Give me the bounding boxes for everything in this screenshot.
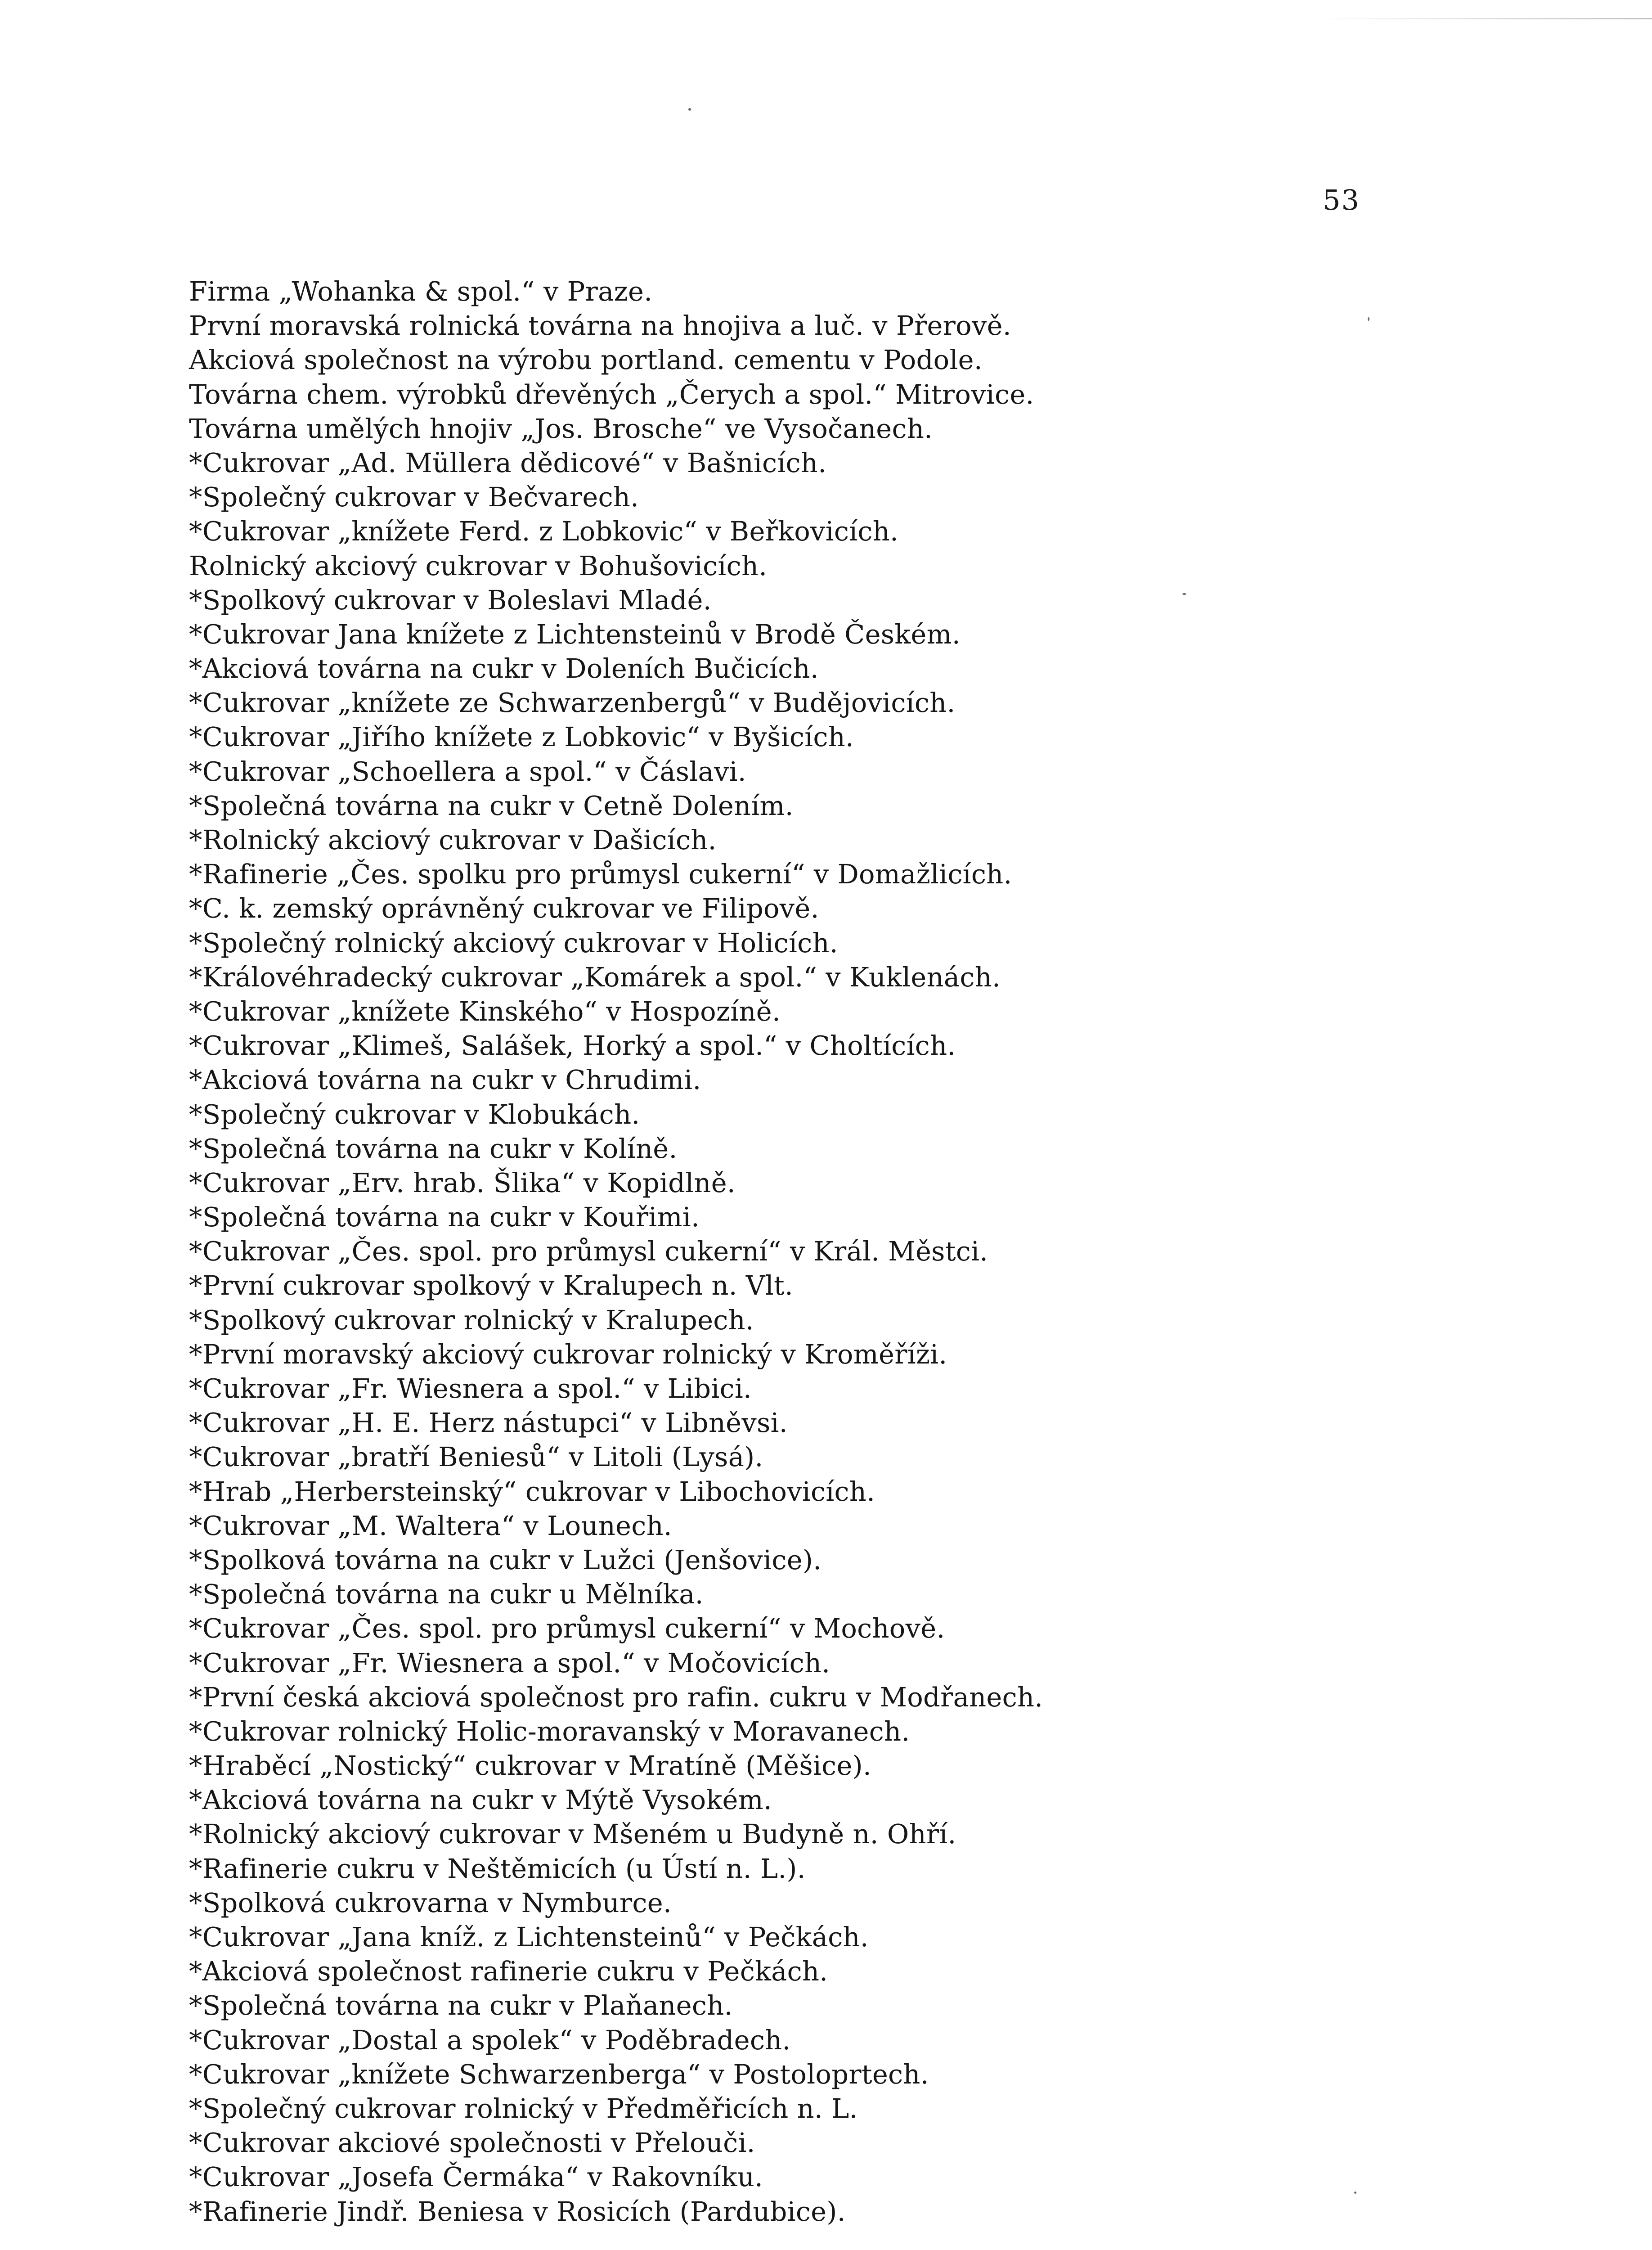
- scan-speck: [1182, 593, 1186, 595]
- list-item: *Cukrovar „Jana kníž. z Lichtensteinů“ v Pečkách.: [189, 1922, 869, 1953]
- list-item: *Cukrovar „M. Waltera“ v Lounech.: [189, 1510, 672, 1541]
- list-item: *Cukrovar „Dostal a spolek“ v Poděbradech.: [189, 2024, 791, 2056]
- company-list: [189, 274, 1043, 2229]
- list-item: *První moravský akciový cukrovar rolnický v Kroměříži.: [189, 1338, 947, 1370]
- list-item: *Spolková továrna na cukr v Lužci (Jenšovice).: [189, 1544, 822, 1575]
- list-item: *Cukrovar „Schoellera a spol.“ v Čáslavi.: [189, 756, 746, 787]
- list-item: *Cukrovar „Čes. spol. pro průmysl cukerní“ v Král. Městci.: [189, 1236, 988, 1267]
- list-item: *Cukrovar „Fr. Wiesnera a spol.“ v Močovicích.: [189, 1647, 830, 1678]
- list-item: *Cukrovar akciové společnosti v Přelouči.: [189, 2127, 755, 2159]
- list-item: *Společný cukrovar v Klobukách.: [189, 1098, 640, 1130]
- list-item: *Spolková cukrovarna v Nymburce.: [189, 1887, 672, 1918]
- list-item: *Rolnický akciový cukrovar v Dašicích.: [189, 824, 717, 855]
- list-item: *Cukrovar rolnický Holic-moravanský v Moravanech.: [189, 1715, 910, 1747]
- list-item: *Rafinerie cukru v Neštěmicích (u Ústí n. L.).: [189, 1853, 806, 1884]
- list-item: *Společná továrna na cukr v Kouřimi.: [189, 1202, 700, 1233]
- list-item: *Hraběcí „Nostický“ cukrovar v Mratíně (Měšice).: [189, 1750, 872, 1782]
- list-item: *Společný rolnický akciový cukrovar v Holicích.: [189, 927, 838, 958]
- list-item: *Společná továrna na cukr v Plaňanech.: [189, 1990, 733, 2021]
- list-item: *Rafinerie Jindř. Beniesa v Rosicích (Pardubice).: [189, 2196, 846, 2227]
- list-item: Továrna chem. výrobků dřevěných „Čerych a spol.“ Mitrovice.: [189, 378, 1034, 410]
- list-item: *Akciová továrna na cukr v Mýtě Vysokém.: [189, 1784, 772, 1816]
- list-item: *Společný cukrovar v Bečvarech.: [189, 482, 639, 513]
- list-item: *Spolkový cukrovar rolnický v Kralupech.: [189, 1304, 754, 1336]
- list-item: Rolnický akciový cukrovar v Bohušovicích.: [189, 550, 768, 581]
- list-item: *Společná továrna na cukr u Mělníka.: [189, 1579, 704, 1610]
- scan-speck: [688, 108, 691, 111]
- list-item: Továrna umělých hnojiv „Jos. Brosche“ ve Vysočanech.: [189, 413, 933, 444]
- list-item: *Cukrovar „knížete ze Schwarzenbergů“ v Budějovicích.: [189, 687, 956, 719]
- list-item: *Akciová továrna na cukr v Doleních Bučicích.: [189, 653, 819, 684]
- list-item: *Cukrovar „knížete Schwarzenberga“ v Postoloprtech.: [189, 2058, 929, 2090]
- list-item: *Cukrovar „Čes. spol. pro průmysl cukerní“ v Mochově.: [189, 1613, 945, 1644]
- list-item: *Cukrovar „knížete Ferd. z Lobkovic“ v Beřkovicích.: [189, 516, 899, 547]
- list-item: *První cukrovar spolkový v Kralupech n. Vlt.: [189, 1270, 794, 1301]
- scan-edge-top: [1318, 18, 1652, 19]
- scan-speck: [1354, 2192, 1356, 2194]
- list-item: *Společná továrna na cukr v Kolíně.: [189, 1133, 678, 1164]
- list-item: *Cukrovar „Erv. hrab. Šlika“ v Kopidlně.: [189, 1167, 736, 1198]
- list-item: *Cukrovar „Jiřího knížete z Lobkovic“ v Byšicích.: [189, 721, 854, 753]
- list-item: *Cukrovar Jana knížete z Lichtensteinů v Brodě Českém.: [189, 618, 961, 650]
- list-item: *Společný cukrovar rolnický v Předměřicích n. L.: [189, 2092, 858, 2124]
- list-item: *Rafinerie „Čes. spolku pro průmysl cukerní“ v Domažlicích.: [189, 859, 1012, 890]
- list-item: *Cukrovar „Klimeš, Salášek, Horký a spol.“ v Choltících.: [189, 1030, 956, 1062]
- scan-speck: [1368, 317, 1369, 321]
- list-item: *Cukrovar „Josefa Čermáka“ v Rakovníku.: [189, 2161, 763, 2193]
- list-item: *Akciová továrna na cukr v Chrudimi.: [189, 1064, 701, 1096]
- page-number: 53: [1323, 184, 1360, 216]
- list-item: *Královéhradecký cukrovar „Komárek a spol.“ v Kuklenách.: [189, 961, 1001, 993]
- list-item: *Cukrovar „knížete Kinského“ v Hospozíně.: [189, 995, 781, 1027]
- list-item: První moravská rolnická továrna na hnojiva a luč. v Přerově.: [189, 310, 1011, 342]
- list-item: *Akciová společnost rafinerie cukru v Pečkách.: [189, 1956, 828, 1987]
- list-item: *Cukrovar „bratří Beniesů“ v Litoli (Lysá).: [189, 1441, 763, 1473]
- list-item: *Společná továrna na cukr v Cetně Dolením.: [189, 790, 794, 821]
- list-item: *Cukrovar „Ad. Müllera dědicové“ v Bašnicích.: [189, 447, 827, 478]
- list-item: *Cukrovar „Fr. Wiesnera a spol.“ v Libici.: [189, 1373, 752, 1404]
- list-item: *První česká akciová společnost pro rafin. cukru v Modřanech.: [189, 1681, 1043, 1713]
- list-item: Akciová společnost na výrobu portland. cementu v Podole.: [189, 344, 983, 376]
- list-item: Firma „Wohanka & spol.“ v Praze.: [189, 276, 653, 307]
- list-item: *Spolkový cukrovar v Boleslavi Mladé.: [189, 584, 712, 616]
- list-item: *Cukrovar „H. E. Herz nástupci“ v Libněvsi.: [189, 1407, 788, 1439]
- list-item: *C. k. zemský oprávněný cukrovar ve Filipově.: [189, 893, 819, 924]
- list-item: *Hrab „Herbersteinský“ cukrovar v Libochovicích.: [189, 1476, 875, 1507]
- list-item: *Rolnický akciový cukrovar v Mšeném u Budyně n. Ohří.: [189, 1818, 956, 1850]
